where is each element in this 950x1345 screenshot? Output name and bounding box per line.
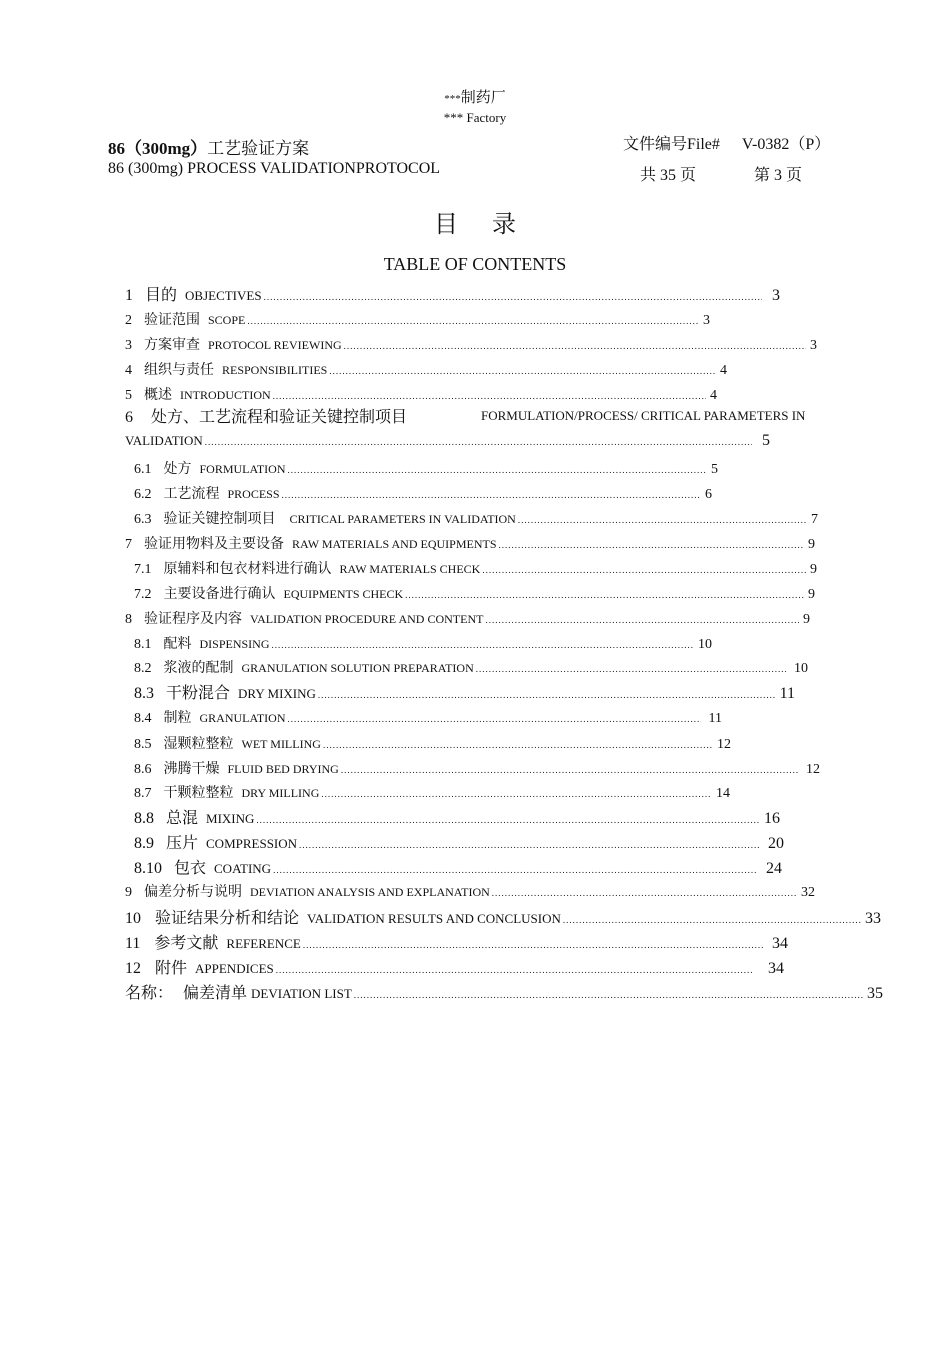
entry-number: 8.10 (134, 860, 162, 877)
toc-entry-8-1[interactable] (134, 633, 712, 653)
dot-leader (482, 565, 806, 575)
dot-leader (288, 714, 701, 724)
toc-entry-deviation-list[interactable] (125, 980, 883, 1003)
dot-leader (272, 640, 694, 650)
dot-leader (282, 490, 701, 500)
toc-entry-2[interactable] (125, 309, 710, 329)
entry-page-number: 12 (717, 737, 731, 752)
entry-number: 1 (125, 287, 133, 304)
entry-title-en: COATING (214, 861, 272, 876)
toc-entry-6[interactable] (125, 404, 806, 427)
dot-leader (323, 740, 713, 750)
entry-title-en: EQUIPMENTS CHECK (283, 587, 404, 601)
entry-title-en: DEVIATION LIST (251, 986, 352, 1001)
dot-leader (273, 865, 758, 875)
entry-number: 4 (125, 363, 132, 378)
dot-leader (264, 292, 762, 302)
entry-page-number: 11 (708, 711, 722, 726)
entry-title-cn: 压片 (166, 835, 199, 852)
toc-entry-8-2[interactable] (134, 657, 808, 677)
entry-title-cn: 方案审查 (144, 338, 200, 353)
total-pages: 共 35 页 (640, 167, 697, 184)
toc-entry-6-3[interactable] (134, 508, 818, 528)
factory-name-cn: ***制药厂 (444, 90, 506, 106)
entry-title-en: FLUID BED DRYING (227, 762, 339, 776)
toc-entry-1[interactable] (125, 282, 780, 305)
entry-title-cn: 处方 (163, 462, 192, 477)
entry-title-cn: 验证结果分析和结论 (155, 910, 300, 927)
toc-entry-11[interactable] (125, 930, 788, 953)
dot-leader (341, 765, 798, 775)
entry-title-cn: 干粉混合 (166, 685, 231, 702)
entry-page-number: 24 (766, 860, 782, 877)
entry-title-cn: 验证范围 (144, 313, 200, 328)
toc-title-cn: 目录 (434, 212, 550, 238)
entry-title-cn: 原辅料和包衣材料进行确认 (163, 562, 332, 577)
entry-title-cn: 制粒 (163, 711, 192, 726)
entry-title-cn: 概述 (144, 388, 172, 403)
entry-title-cn: 目的 (145, 287, 178, 304)
entry-title-cn: 参考文献 (154, 935, 219, 952)
dot-leader (492, 888, 797, 898)
entry-page-number: 9 (810, 562, 817, 577)
entry-number: 8.3 (134, 685, 154, 702)
dot-leader (303, 940, 764, 950)
entry-page-number: 9 (808, 587, 815, 602)
dot-leader (288, 465, 707, 475)
dot-leader (256, 815, 760, 825)
entry-title-en: VALIDATION RESULTS AND CONCLUSION (307, 911, 561, 926)
entry-title-en: WET MILLING (241, 737, 321, 751)
entry-title-en: VALIDATION (125, 433, 203, 448)
entry-title-cn: 总混 (166, 810, 199, 827)
entry-title-en: RESPONSIBILITIES (222, 363, 328, 377)
entry-title-cn: 验证用物料及主要设备 (144, 537, 284, 552)
toc-entry-8[interactable] (125, 608, 810, 628)
entry-page-number: 33 (865, 910, 881, 927)
entry-page-number: 9 (803, 612, 810, 627)
entry-title-en: CRITICAL PARAMETERS IN VALIDATION (289, 512, 516, 526)
entry-page-number: 4 (710, 388, 717, 403)
dot-leader (276, 965, 752, 975)
entry-number: 8 (125, 612, 132, 627)
current-page: 第 3 页 (754, 167, 803, 184)
entry-number: 8.8 (134, 810, 154, 827)
entry-page-number: 9 (808, 537, 815, 552)
entry-title-en: MIXING (206, 811, 255, 826)
toc-entry-3[interactable] (125, 334, 817, 354)
entry-number: 7.1 (134, 562, 152, 577)
entry-title-cn: 偏差清单 (183, 985, 248, 1002)
entry-number: 6.1 (134, 462, 152, 477)
dot-leader (344, 341, 806, 351)
toc-entry-6-continued[interactable] (125, 432, 770, 450)
entry-page-number: 16 (764, 810, 780, 827)
entry-title-en: VALIDATION PROCEDURE AND CONTENT (250, 612, 484, 626)
entry-title-cn: 沸腾干燥 (163, 762, 220, 777)
toc-entry-6-1[interactable] (134, 458, 718, 478)
entry-number: 5 (125, 388, 132, 403)
document-title-en: 86 (300mg) PROCESS VALIDATIONPROTOCOL (108, 160, 441, 177)
dot-leader (205, 437, 752, 447)
entry-title-en: GRANULATION (199, 711, 286, 725)
entry-page-number: 3 (810, 338, 817, 353)
entry-page-number: 5 (762, 432, 770, 449)
entry-number: 6.3 (134, 512, 152, 527)
entry-title-en: DRY MIXING (238, 686, 316, 701)
entry-page-number: 6 (705, 487, 712, 502)
toc-entry-8-3[interactable] (134, 680, 795, 703)
toc-entry-12[interactable] (125, 955, 784, 978)
file-label: 文件编号File# (623, 136, 720, 153)
entry-number: 8.7 (134, 786, 152, 801)
entry-title-cn: 浆液的配制 (163, 661, 234, 676)
entry-page-number: 3 (772, 287, 780, 304)
entry-number: 10 (125, 910, 141, 927)
entry-title-en: COMPRESSION (206, 836, 298, 851)
toc-title-en: TABLE OF CONTENTS (383, 254, 567, 274)
entry-page-number: 10 (794, 661, 808, 676)
entry-title-cn: 配料 (163, 637, 192, 652)
entry-number: 8.1 (134, 637, 152, 652)
entry-page-number: 10 (698, 637, 712, 652)
dot-leader (247, 316, 699, 326)
entry-title-en: REFERENCE (226, 936, 301, 951)
entry-number: 7 (125, 537, 132, 552)
toc-entry-8-8[interactable] (134, 805, 780, 828)
dot-leader (329, 366, 716, 376)
toc-entry-8-4[interactable] (134, 707, 722, 727)
entry-page-number: 12 (806, 762, 820, 777)
toc-entry-8-5[interactable] (134, 733, 731, 753)
dot-leader (476, 664, 786, 674)
file-number-value: V-0382（P） (741, 136, 831, 153)
entry-title-en: DRY MILLING (241, 786, 320, 800)
toc-entry-10[interactable] (125, 905, 881, 928)
entry-title-cn: 偏差分析与说明 (144, 885, 242, 900)
entry-page-number: 14 (716, 786, 730, 801)
entry-title-en: OBJECTIVES (185, 288, 262, 303)
entry-page-number: 3 (703, 313, 710, 328)
dot-leader (499, 540, 805, 550)
dot-leader (299, 840, 760, 850)
entry-title-en: SCOPE (208, 313, 246, 327)
entry-title-cn: 验证程序及内容 (144, 612, 242, 627)
entry-number: 12 (125, 960, 141, 977)
toc-entry-9[interactable] (125, 881, 815, 901)
dot-leader (273, 391, 706, 401)
entry-page-number: 20 (768, 835, 784, 852)
entry-title-en: RAW MATERIALS AND EQUIPMENTS (292, 537, 497, 551)
entry-title-en: PROTOCOL REVIEWING (208, 338, 342, 352)
dot-leader (518, 515, 807, 525)
toc-entry-8-6[interactable] (134, 758, 820, 778)
entry-title-en: INTRODUCTION (180, 388, 271, 402)
page-info (640, 162, 802, 185)
entry-title-en: FORMULATION (199, 462, 286, 476)
entry-page-number: 11 (779, 685, 795, 702)
entry-title-cn: 工艺流程 (163, 487, 220, 502)
toc-entry-7-1[interactable] (134, 558, 817, 578)
entry-title-en: FORMULATION/PROCESS/ CRITICAL PARAMETERS IN (481, 408, 806, 423)
document-title-cn: 86（300mg）工艺验证方案 (108, 139, 310, 158)
entry-page-number: 4 (720, 363, 727, 378)
entry-text: 6 (125, 409, 133, 426)
toc-entry-8-9[interactable] (134, 830, 784, 853)
entry-page-number: 7 (811, 512, 818, 527)
entry-title-cn: 包衣 (174, 860, 207, 877)
dot-leader (485, 615, 799, 625)
entry-title-en: DISPENSING (199, 637, 270, 651)
entry-title-cn: 湿颗粒整粒 (163, 737, 234, 752)
toc-entry-7-2[interactable] (134, 583, 815, 603)
file-number (623, 131, 830, 154)
entry-number: 9 (125, 885, 132, 900)
entry-page-number: 32 (801, 885, 815, 900)
entry-number: 7.2 (134, 587, 152, 602)
entry-title-cn: 附件 (155, 960, 188, 977)
toc-entry-8-7[interactable] (134, 782, 730, 802)
entry-number: 8.6 (134, 762, 152, 777)
entry-number: 3 (125, 338, 132, 353)
entry-number: 8.4 (134, 711, 152, 726)
entry-number: 6.2 (134, 487, 152, 502)
entry-number: 8.5 (134, 737, 152, 752)
entry-page-number: 34 (768, 960, 784, 977)
toc-entry-6-2[interactable] (134, 483, 712, 503)
entry-title-en: RAW MATERIALS CHECK (339, 562, 481, 576)
entry-page-number: 5 (711, 462, 718, 477)
entry-title-en: PROCESS (227, 487, 280, 501)
dot-leader (405, 590, 804, 600)
entry-title-cn: 组织与责任 (144, 363, 214, 378)
dot-leader (354, 990, 863, 1000)
dot-leader (318, 690, 776, 700)
entry-number: 8.2 (134, 661, 152, 676)
entry-number: 8.9 (134, 835, 154, 852)
entry-page-number: 35 (867, 985, 883, 1002)
entry-title-cn: 验证关键控制项目 (163, 512, 276, 527)
toc-entry-7[interactable] (125, 533, 815, 553)
entry-number: 11 (125, 935, 141, 952)
entry-title-en: APPENDICES (195, 961, 274, 976)
dot-leader (321, 789, 710, 799)
entry-title-en: DEVIATION ANALYSIS AND EXPLANATION (250, 885, 490, 899)
entry-page-number: 34 (772, 935, 788, 952)
factory-name-en: *** Factory (443, 110, 507, 125)
entry-title-en: GRANULATION SOLUTION PREPARATION (241, 661, 474, 675)
toc-entry-8-10[interactable] (134, 855, 782, 878)
toc-entry-4[interactable] (125, 359, 727, 379)
entry-title-cn: 主要设备进行确认 (163, 587, 276, 602)
entry-title-cn: 干颗粒整粒 (163, 786, 234, 801)
entry-number: 名称： (125, 985, 174, 1002)
dot-leader (563, 915, 861, 925)
toc-entry-5[interactable] (125, 384, 717, 404)
entry-title-cn: 处方、工艺流程和验证关键控制项目 (151, 409, 408, 426)
entry-number: 2 (125, 313, 132, 328)
